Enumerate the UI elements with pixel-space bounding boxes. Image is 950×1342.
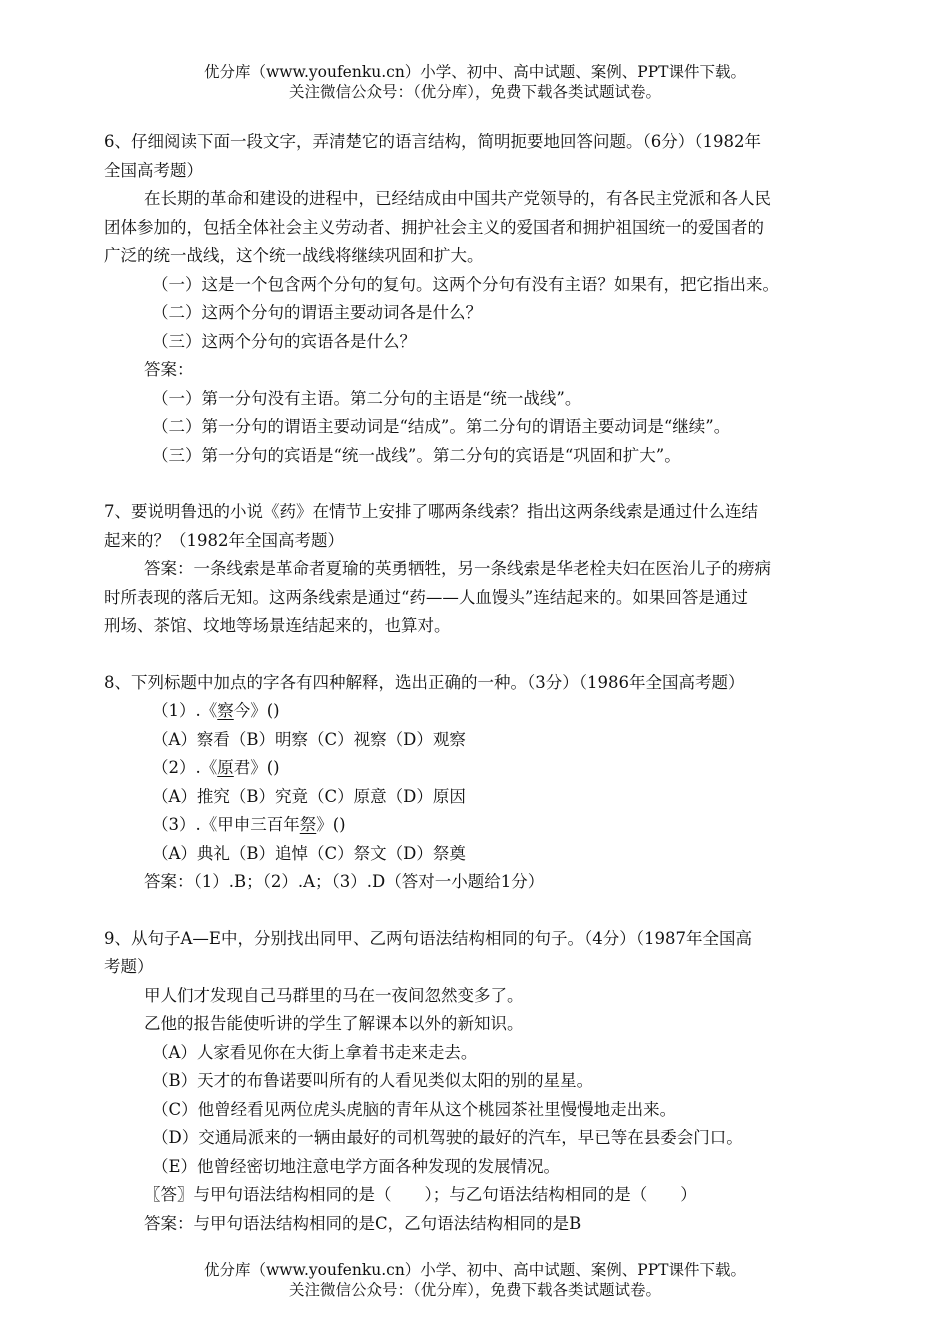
q9-answer: 答案：与甲句语法结构相同的是C，乙句语法结构相同的是B [144,1213,582,1233]
q8-item-2: （2）.《原君》() [152,758,280,777]
q9-option-a: （A）人家看见你在大街上拿着书走来走去。 [152,1042,478,1062]
q7-answer-line-3: 刑场、茶馆、坟地等场景连结起来的，也算对。 [104,616,451,635]
q8-item-2-options: （A）推究（B）究竟（C）原意（D）原因 [152,786,466,806]
header-line-2: 关注微信公众号：（优分库），免费下载各类试题试卷。 [288,83,661,101]
question-9 [104,925,894,1239]
q6-sub-question-3: （三）这两个分句的宾语各是什么？ [152,331,416,351]
q8-item-3-emphasized-char: 祭 [299,815,317,834]
question-7 [104,498,894,641]
q8-item-3-options: （A）典礼（B）追悼（C）祭文（D）祭奠 [152,843,466,863]
q7-answer-line-1: 答案：一条线索是革命者夏瑜的英勇牺牲，另一条线索是华老栓夫妇在医治儿子的痨病 [144,559,771,578]
q6-passage-line-1: 在长期的革命和建设的进程中，已经结成由中国共产党领导的，有各民主党派和各人民 [144,189,771,208]
q9-sentence-jia: 甲人们才发现自己马群里的马在一夜间忽然变多了。 [144,985,524,1005]
q6-passage-line-3: 广泛的统一战线，这个统一战线将继续巩固和扩大。 [104,246,484,265]
spacer [104,897,894,925]
q8-item-1-emphasized-char: 察 [217,701,234,720]
q6-answer-2: （二）第一分句的谓语主要动词是“结成”。第二分句的谓语主要动词是“继续”。 [152,417,731,436]
q7-answer-line-2: 时所表现的落后无知。这两条线索是通过“药——人血馒头”连结起来的。如果回答是通过 [104,587,748,607]
q9-blank-line: 〖答〗与甲句语法结构相同的是（ ）；与乙句语法结构相同的是（ ） [144,1185,697,1204]
question-6 [104,128,894,470]
q9-sentence-yi: 乙他的报告能使听讲的学生了解课本以外的新知识。 [144,1014,524,1033]
q8-item-2-emphasized-char: 原 [217,758,234,777]
footer-line-2: 关注微信公众号：（优分库），免费下载各类试题试卷。 [288,1281,661,1299]
page-header [0,62,950,102]
q6-question-line-1: 6、仔细阅读下面一段文字，弄清楚它的语言结构，简明扼要地回答问题。（6分）（1982年 [104,132,761,151]
header-line-1: 优分库（www.youfenku.cn）小学、初中、高中试题、案例、PPT课件下载。 [203,63,747,81]
document-body [104,128,894,1238]
q9-option-c: （C）他曾经看见两位虎头虎脑的青年从这个桃园茶社里慢慢地走出来。 [152,1099,677,1119]
q6-question-line-2: 全国高考题） [104,160,203,180]
q8-answer: 答案：（1）.B；（2）.A；（3）.D（答对一小题给1分） [144,872,545,891]
footer-line-1: 优分库（www.youfenku.cn）小学、初中、高中试题、案例、PPT课件下载。 [203,1261,747,1279]
q6-answer-3: （三）第一分句的宾语是“统一战线”。第二分句的宾语是“巩固和扩大”。 [152,445,681,465]
q8-item-1: （1）.《察今》() [152,701,280,720]
page-footer [0,1260,950,1300]
spacer [104,470,894,498]
q6-answer-1: （一）第一分句没有主语。第二分句的主语是“统一战线”。 [152,388,582,408]
q6-sub-question-1: （一）这是一个包含两个分句的复句。这两个分句有没有主语？如果有，把它指出来。 [152,274,779,294]
q7-question-line-1: 7、要说明鲁迅的小说《药》在情节上安排了哪两条线索？指出这两条线索是通过什么连结 [104,502,758,521]
q6-passage-line-2: 团体参加的，包括全体社会主义劳动者、拥护社会主义的爱国者和拥护祖国统一的爱国者的 [104,217,764,237]
q8-question: 8、下列标题中加点的字各有四种解释，选出正确的一种。（3分）（1986年全国高考题） [104,672,745,692]
spacer [104,641,894,669]
q9-question-line-1: 9、从句子A—E中，分别找出同甲、乙两句语法结构相同的句子。（4分）（1987年全国高 [104,928,752,948]
question-8 [104,669,894,897]
q6-sub-question-2: （二）这两个分句的谓语主要动词各是什么？ [152,303,482,322]
q9-option-e: （E）他曾经密切地注意电学方面各种发现的发展情况。 [152,1156,561,1176]
q8-item-3: （3）.《甲申三百年祭》() [152,815,346,834]
q6-answer-label: 答案： [144,360,194,379]
q8-item-1-options: （A）察看（B）明察（C）视察（D）观察 [152,729,466,749]
q9-option-d: （D）交通局派来的一辆由最好的司机驾驶的最好的汽车，早已等在县委会门口。 [152,1128,743,1147]
q9-question-line-2: 考题） [104,957,154,976]
q9-option-b: （B）天才的布鲁诺要叫所有的人看见类似太阳的别的星星。 [152,1071,594,1090]
q7-question-line-2: 起来的？（1982年全国高考题） [104,530,344,550]
